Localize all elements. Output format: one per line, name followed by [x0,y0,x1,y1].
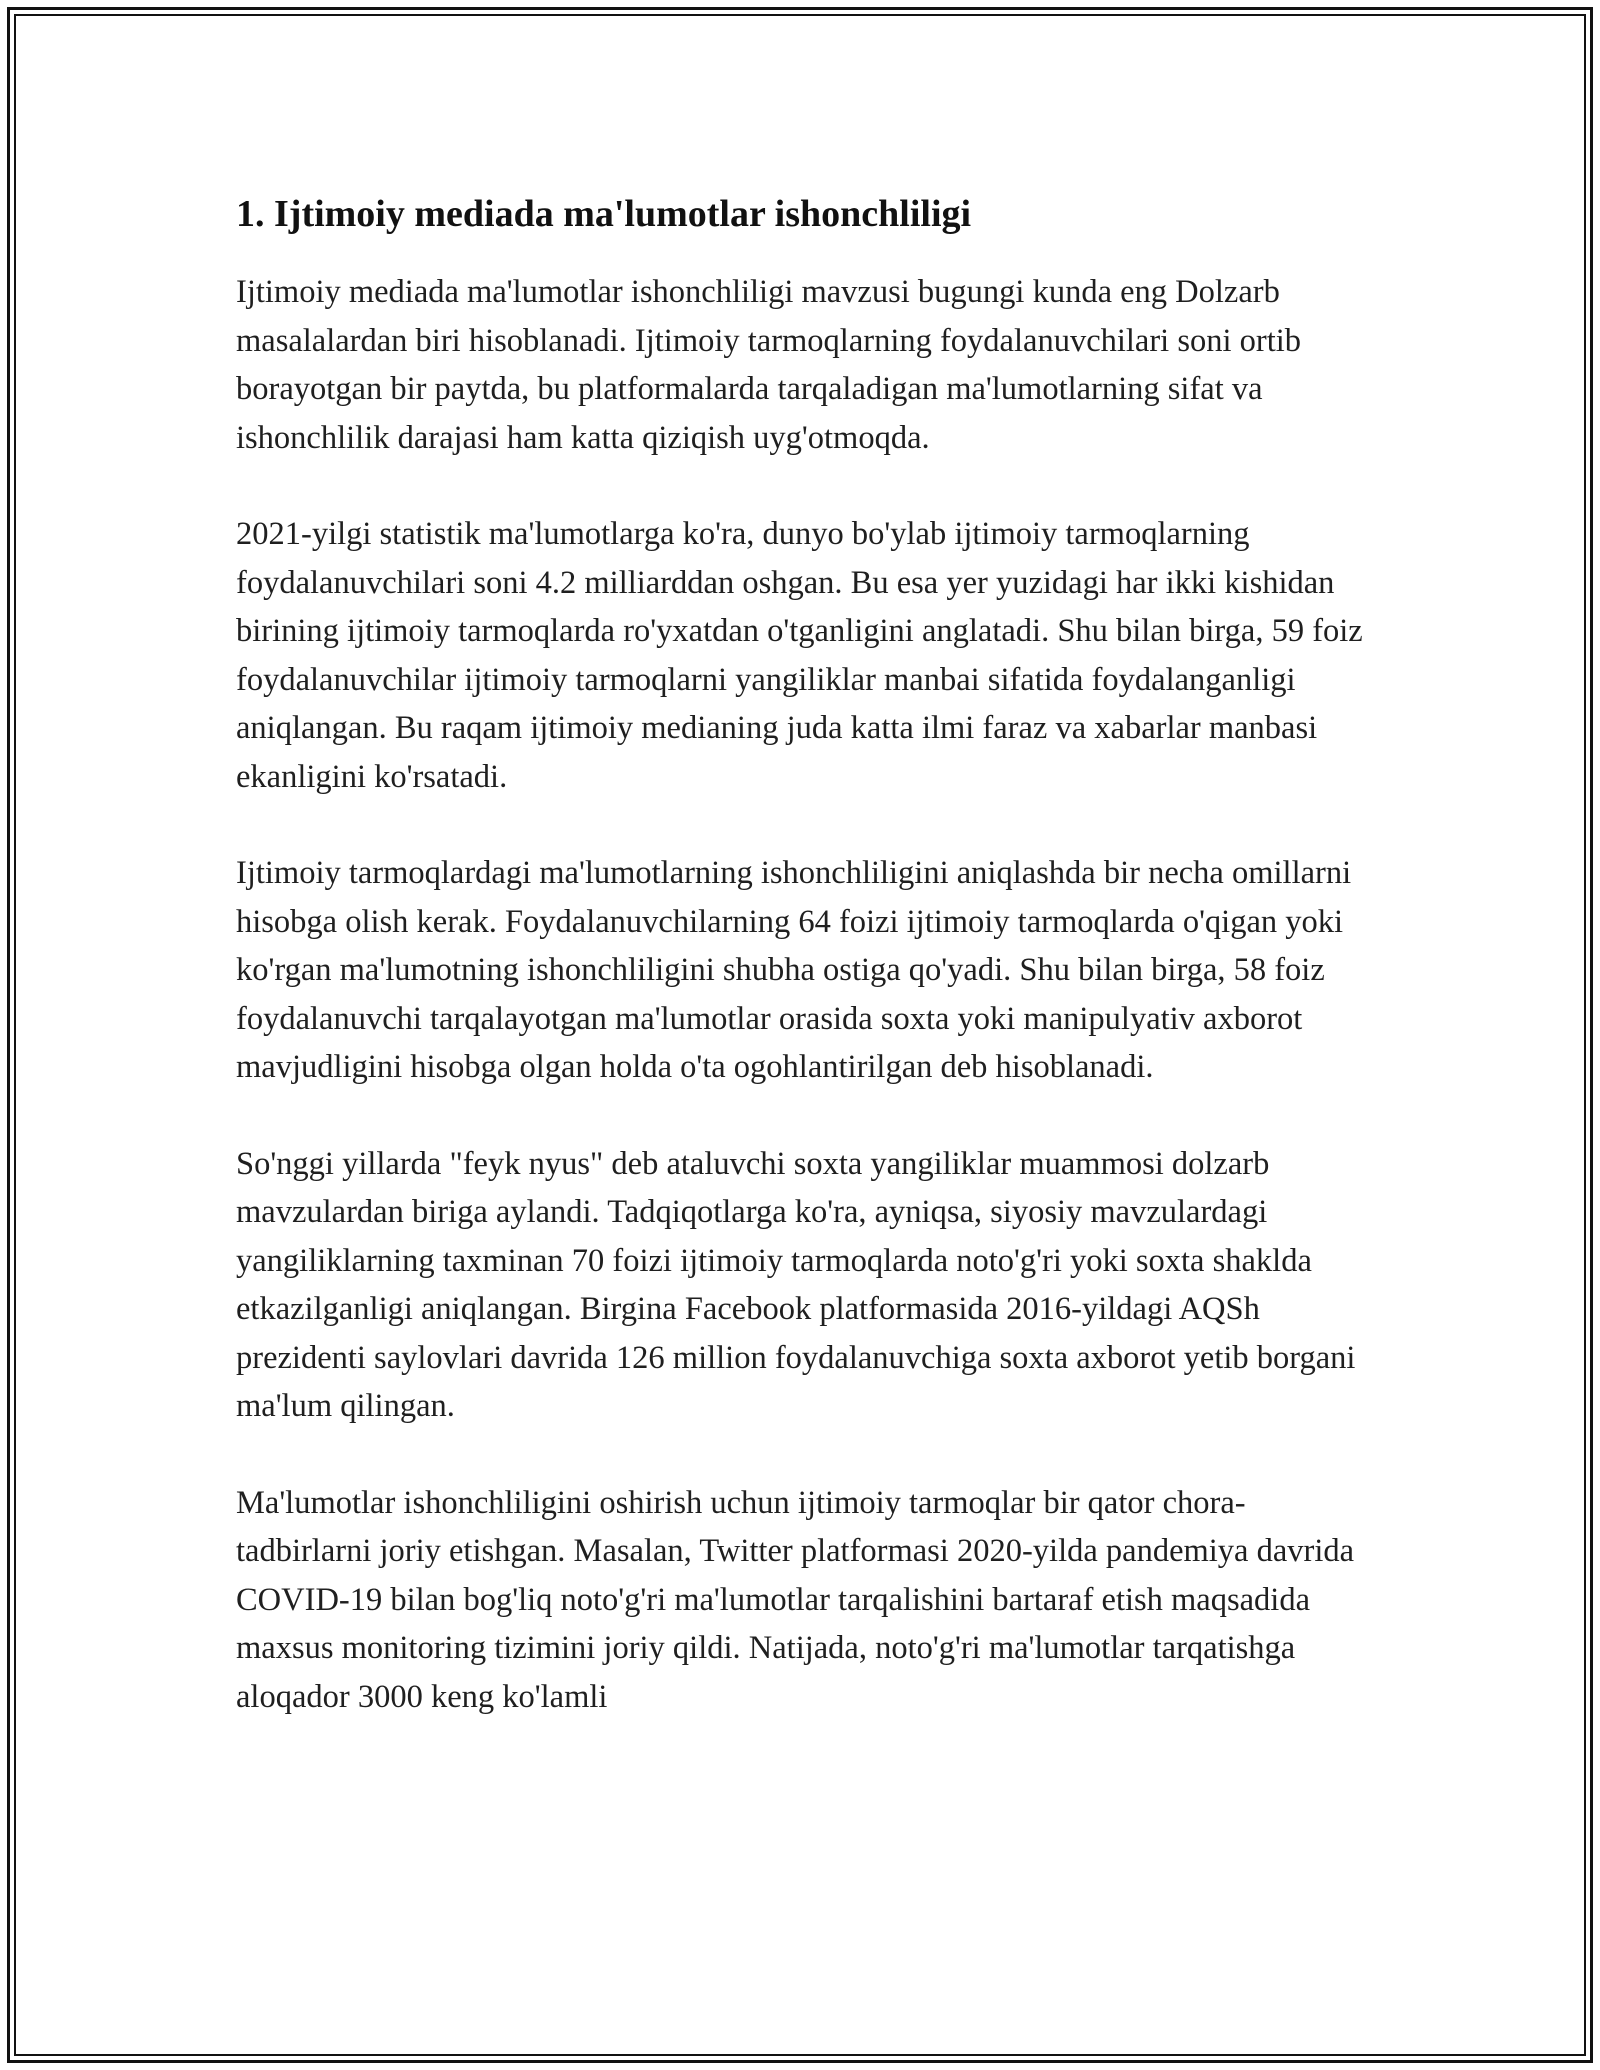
paragraph-3: Ijtimoiy tarmoqlardagi ma'lumotlarning ishonchliligini aniqlashda bir necha omillarni hisobga olish kerak. Foydalanuvchilarning 64 foizi ijtimoiy tarmoqlarda o'qigan yoki ko'rgan ma'lumotning ishonchliligini shubha ostiga qo'yadi. Shu bilan birga, 58 foiz foydalanuvchi tarqalayotgan ma'lumotlar orasida soxta yoki manipulyativ axborot mavjudligini hisobga olgan holda o'ta ogohlantirilgan deb hisoblanadi. [236,855,1352,1085]
paragraph-5: Ma'lumotlar ishonchliligini oshirish uchun ijtimoiy tarmoqlar bir qator chora-tadbirlarni joriy etishgan. Masalan, Twitter platformasi 2020-yilda pandemiya davrida COVID-19 bilan bog'liq noto'g'ri ma'lumotlar tarqalishini bartaraf etish maqsadida maxsus monitoring tizimini joriy qildi. Natijada, noto'g'ri ma'lumotlar tarqatishga aloqador 3000 keng ko'lamli [236,1484,1355,1715]
paragraph-1: Ijtimoiy mediada ma'lumotlar ishonchliligi mavzusi bugungi kunda eng Dolzarb masalalardan biri hisoblanadi. Ijtimoiy tarmoqlarning foydalanuvchilari soni ortib borayotgan bir paytda, bu platformalarda tarqaladigan ma'lumotlarning sifat va ishonchlilik darajasi ham katta qiziqish uyg'otmoqda. [236,274,1302,456]
paragraph-4: So'nggi yillarda "feyk nyus" deb ataluvchi soxta yangiliklar muammosi dolzarb mavzulardan biriga aylandi. Tadqiqotlarga ko'ra, ayniqsa, siyosiy mavzulardagi yangiliklarning taxminan 70 foizi ijtimoiy tarmoqlarda noto'g'ri yoki soxta shakldа etkazilganligi aniqlangan. Birgina Facebook platformasida 2016-yildagi AQSh prezidenti saylovlari davrida 126 million foydalanuvchiga soxta axborot yetib borgani ma'lum qilingan. [236,1145,1356,1424]
section-heading: 1. Ijtimoiy mediada ma'lumotlar ishonchliligi [236,193,972,235]
document-body [236,188,1376,1721]
paragraph-2: 2021-yilgi statistik ma'lumotlarga ko'ra, dunyo bo'ylab ijtimoiy tarmoqlarning foydalanuvchilari soni 4.2 milliarddan oshgan. Bu esa yer yuzidagi har ikki kishidan birining ijtimoiy tarmoqlarda ro'yxatdan o'tganligini anglatadi. Shu bilan birga, 59 foiz foydalanuvchilar ijtimoiy tarmoqlarni yangiliklar manbai sifatida foydalanganligi aniqlangan. Bu raqam ijtimoiy medianing juda katta ilmi faraz va xabarlar manbasi ekanligini ko'rsatadi. [236,516,1363,795]
